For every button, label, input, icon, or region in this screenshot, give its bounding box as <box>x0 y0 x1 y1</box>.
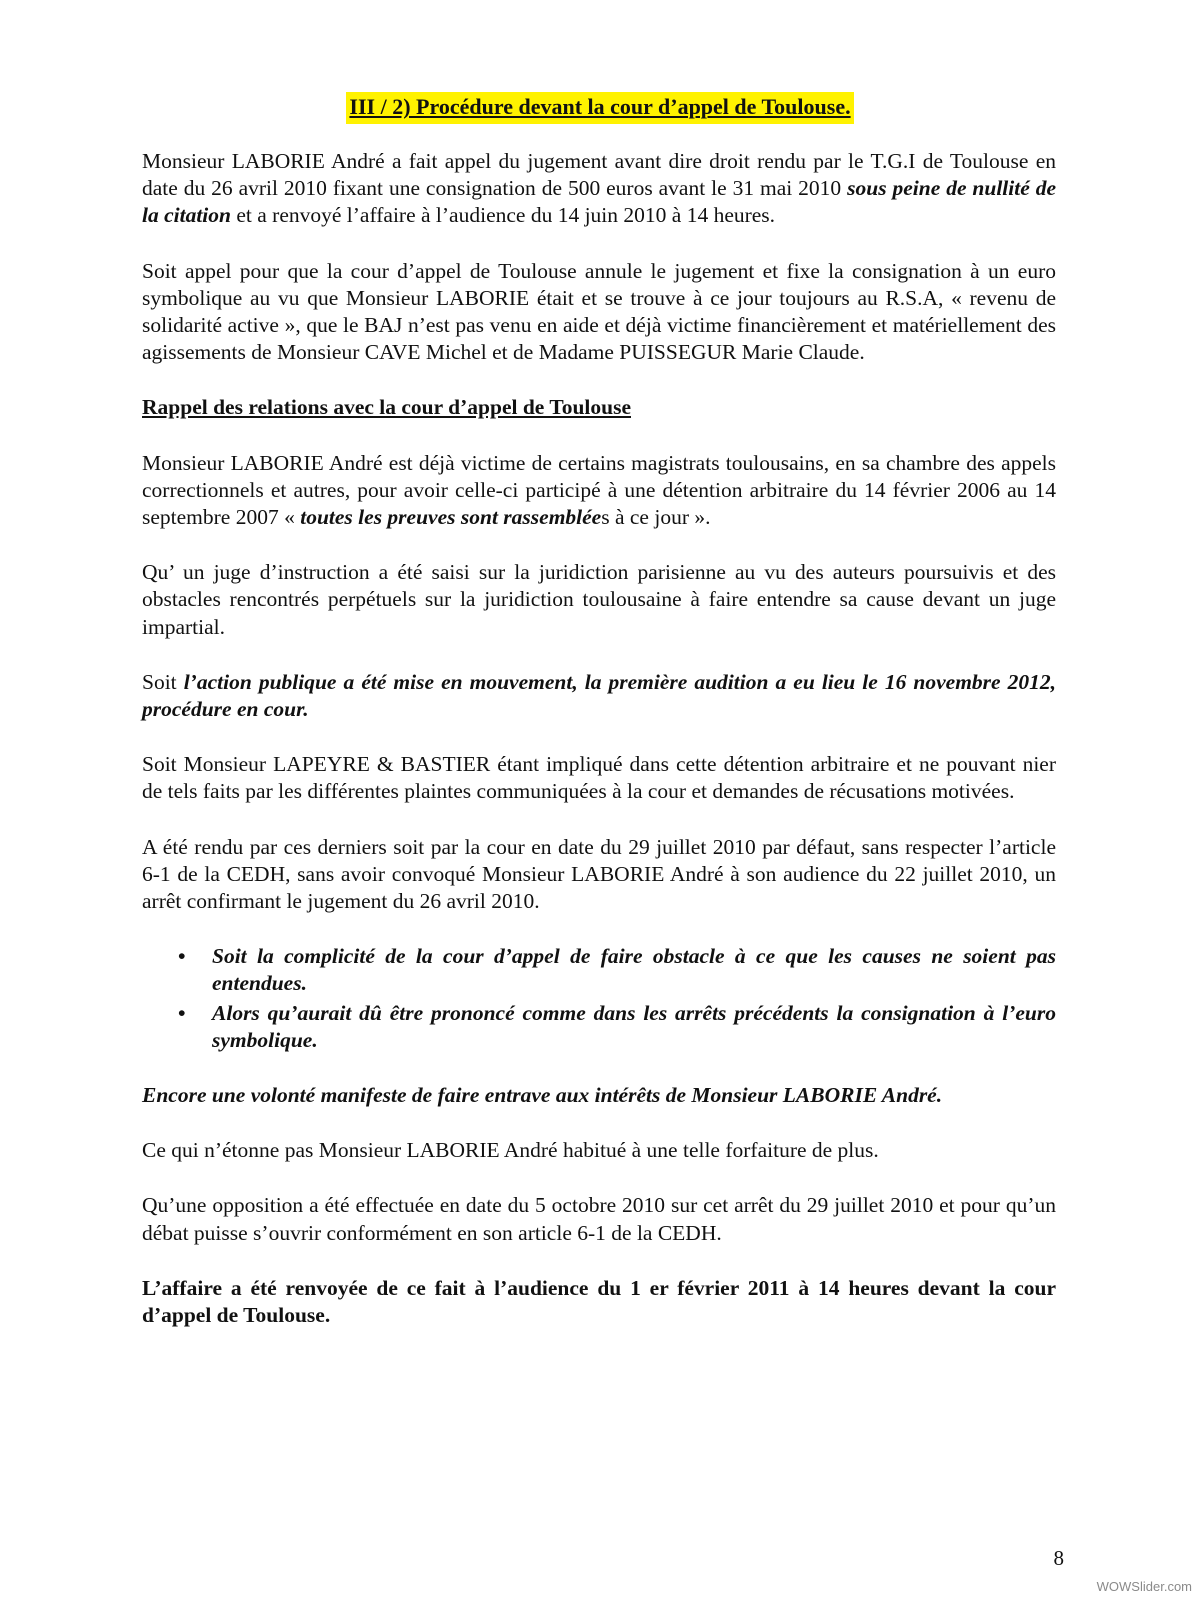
paragraph-3-text-c: s à ce jour ». <box>601 505 711 530</box>
bullet-icon: • <box>178 1000 186 1025</box>
paragraph-1-text-a: Monsieur LABORIE André a fait appel du jugement avant dire droit rendu par le T.G.I de Toulouse en date du 26 avril 2010 fixant une consignation de 500 euros avant le 31 mai 2010 <box>142 149 1056 201</box>
bullet-icon: • <box>178 944 186 969</box>
bullet-item-text: Alors qu’aurait dû être prononcé comme dans les arrêts précédents la consignation à l’euro symbolique. <box>212 1000 1056 1052</box>
paragraph-7: A été rendu par ces derniers soit par la cour en date du 29 juillet 2010 par défaut, sans respecter l’article 6-1 de la CEDH, sans avoir convoqué Monsieur LABORIE André à son audience du 22 juillet 2010, un arrêt confirmant le jugement du 26 avril 2010. <box>142 834 1056 914</box>
title-container <box>0 92 1200 124</box>
bullet-item-text: Soit la complicité de la cour d’appel de faire obstacle à ce que les causes ne soient pas entendues. <box>212 944 1056 996</box>
paragraph-3-emphasis: toutes les preuves sont rassemblée <box>300 505 602 530</box>
paragraph-5 <box>142 669 1056 723</box>
paragraph-5-emphasis: l’action publique a été mise en mouvement, la première audition a eu lieu le 16 novembre 2012, procédure en cour. <box>142 669 1056 722</box>
paragraph-11: L’affaire a été renvoyée de ce fait à l’audience du 1 er février 2011 à 14 heures devant la cour d’appel de Toulouse. <box>142 1275 1056 1328</box>
paragraph-4: Qu’ un juge d’instruction a été saisi sur la juridiction parisienne au vu des auteurs poursuivis et des obstacles rencontrés perpétuels sur la juridiction toulousaine à faire entendre sa cause devant un juge impartial. <box>142 560 1056 639</box>
paragraph-8: Encore une volonté manifeste de faire entrave aux intérêts de Monsieur LABORIE André. <box>142 1083 943 1108</box>
section-heading <box>142 394 1056 421</box>
bullet-item <box>178 943 1056 997</box>
section-title: III / 2) Procédure devant la cour d’appel de Toulouse. <box>346 92 853 124</box>
page-number: 8 <box>1053 1546 1064 1570</box>
paragraph-10: Qu’une opposition a été effectuée en date du 5 octobre 2010 sur cet arrêt du 29 juillet 2010 et pour qu’un débat puisse s’ouvrir conformément en son article 6-1 de la CEDH. <box>142 1193 1056 1245</box>
paragraph-6: Soit Monsieur LAPEYRE & BASTIER étant impliqué dans cette détention arbitraire et ne pouvant nier de tels faits par les différentes plaintes communiquées à la cour et demandes de récusations motivées. <box>142 752 1056 804</box>
paragraph-3 <box>142 450 1056 532</box>
bullet-list <box>142 943 1056 1054</box>
paragraph-1-emphasis: sous peine de nullité de la citation <box>142 176 1056 228</box>
paragraph-3-text-a: Monsieur LABORIE André est déjà victime de certains magistrats toulousains, en sa chambre des appels correctionnels et autres, pour avoir celle-ci participé à une détention arbitraire du 14 février 2006 au 14 septembre 2007 « <box>142 450 1056 530</box>
document-body <box>142 148 1056 1357</box>
section-heading-text: Rappel des relations avec la cour d’appel de Toulouse <box>142 395 631 420</box>
paragraph-1 <box>142 148 1056 230</box>
paragraph-5-text-a: Soit <box>142 669 184 694</box>
paragraph-2: Soit appel pour que la cour d’appel de Toulouse annule le jugement et fixe la consignation à un euro symbolique au vu que Monsieur LABORIE était et se trouve à ce jour toujours au R.S.A, « revenu de solidarité active », que le BAJ n’est pas venu en aide et déjà victime financièrement et matériellement des agissements de Monsieur CAVE Michel et de Madame PUISSEGUR Marie Claude. <box>142 258 1056 365</box>
paragraph-1-text-c: et a renvoyé l’affaire à l’audience du 14 juin 2010 à 14 heures. <box>231 203 776 228</box>
bullet-item <box>178 1000 1056 1054</box>
watermark-text: WOWSlider.com <box>1096 1579 1192 1594</box>
paragraph-9: Ce qui n’étonne pas Monsieur LABORIE André habitué à une telle forfaiture de plus. <box>142 1138 879 1163</box>
